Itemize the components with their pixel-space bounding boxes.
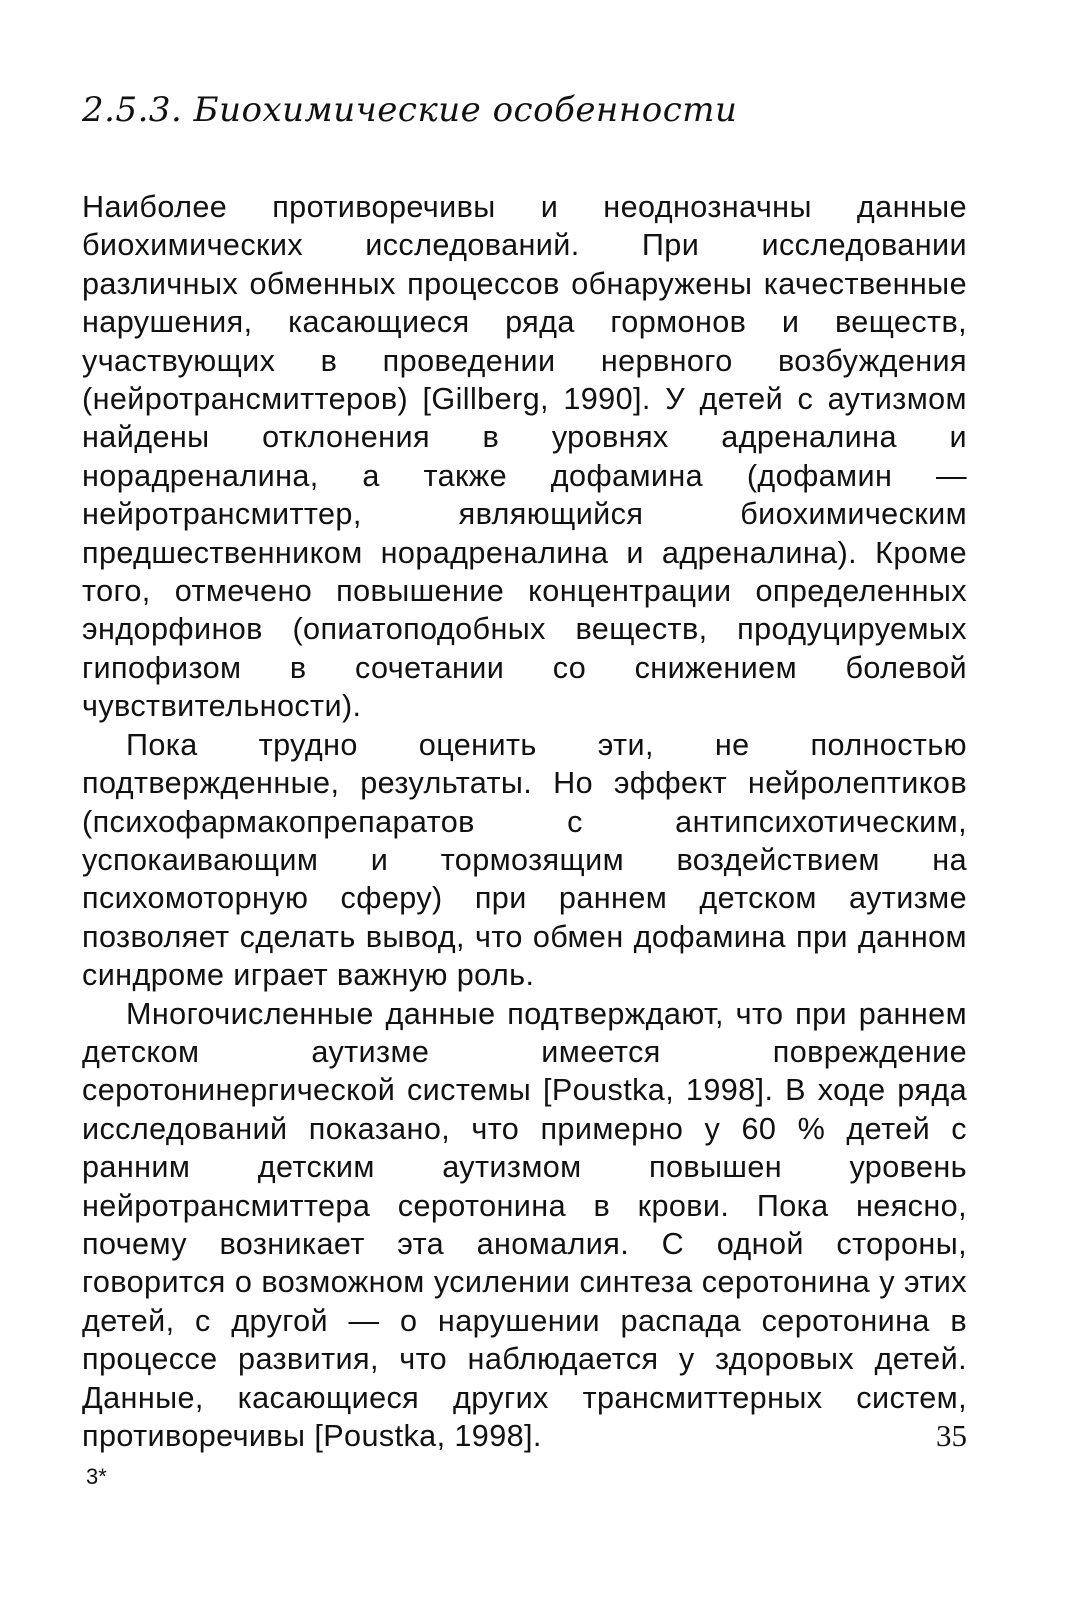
paragraph-2: Пока трудно оценить эти, не полностью подтвержденные, результаты. Но эффект нейролептиков (психофармакопрепаратов с антипсихотическим, успокаивающим и тормозящим воздействием на психомоторную сферу) при раннем детском аутизме позволяет сделать вывод, что обмен дофамина при данном синдроме играет важную роль.	[82, 727, 967, 993]
body-text	[82, 188, 967, 1455]
book-page	[82, 85, 967, 1575]
page-number: 35	[936, 1418, 967, 1453]
paragraph-3: Многочисленные данные подтверждают, что при раннем детском аутизме имеется повреждение серотонинергической системы [Poustka, 1998]. В ходе ряда исследований показано, что примерно у 60 % детей с ранним детским аутизмом повышен уровень нейротрансмиттера серотонина в крови. Пока неясно, почему возникает эта аномалия. С одной стороны, говорится о возможном усилении синтеза серотонина у этих детей, с другой — о нарушении распада серотонина в процессе развития, что наблюдается у здоровых детей. Данные, касающиеся других трансмиттерных систем, противоречивы [Poustka, 1998].	[82, 996, 967, 1453]
section-heading: 2.5.3. Биохимические особенности	[82, 90, 738, 130]
signature-mark: 3*	[86, 1464, 107, 1489]
paragraph-1: Наиболее противоречивы и неоднозначны данные биохимических исследований. При исследовании различных обменных процессов обнаружены качественные нарушения, касающиеся ряда гормонов и веществ, участвующих в проведении нервного возбуждения (нейротрансмиттеров) [Gillberg, 1990]. У детей с аутизмом найдены отклонения в уровнях адреналина и норадреналина, а также дофамина (дофамин — нейротрансмиттер, являющийся биохимическим предшественником норадреналина и адреналина). Кроме того, отмечено повышение концентрации определенных эндорфинов (опиатоподобных веществ, продуцируемых гипофизом в сочетании со снижением болевой чувствительности).	[82, 190, 967, 724]
